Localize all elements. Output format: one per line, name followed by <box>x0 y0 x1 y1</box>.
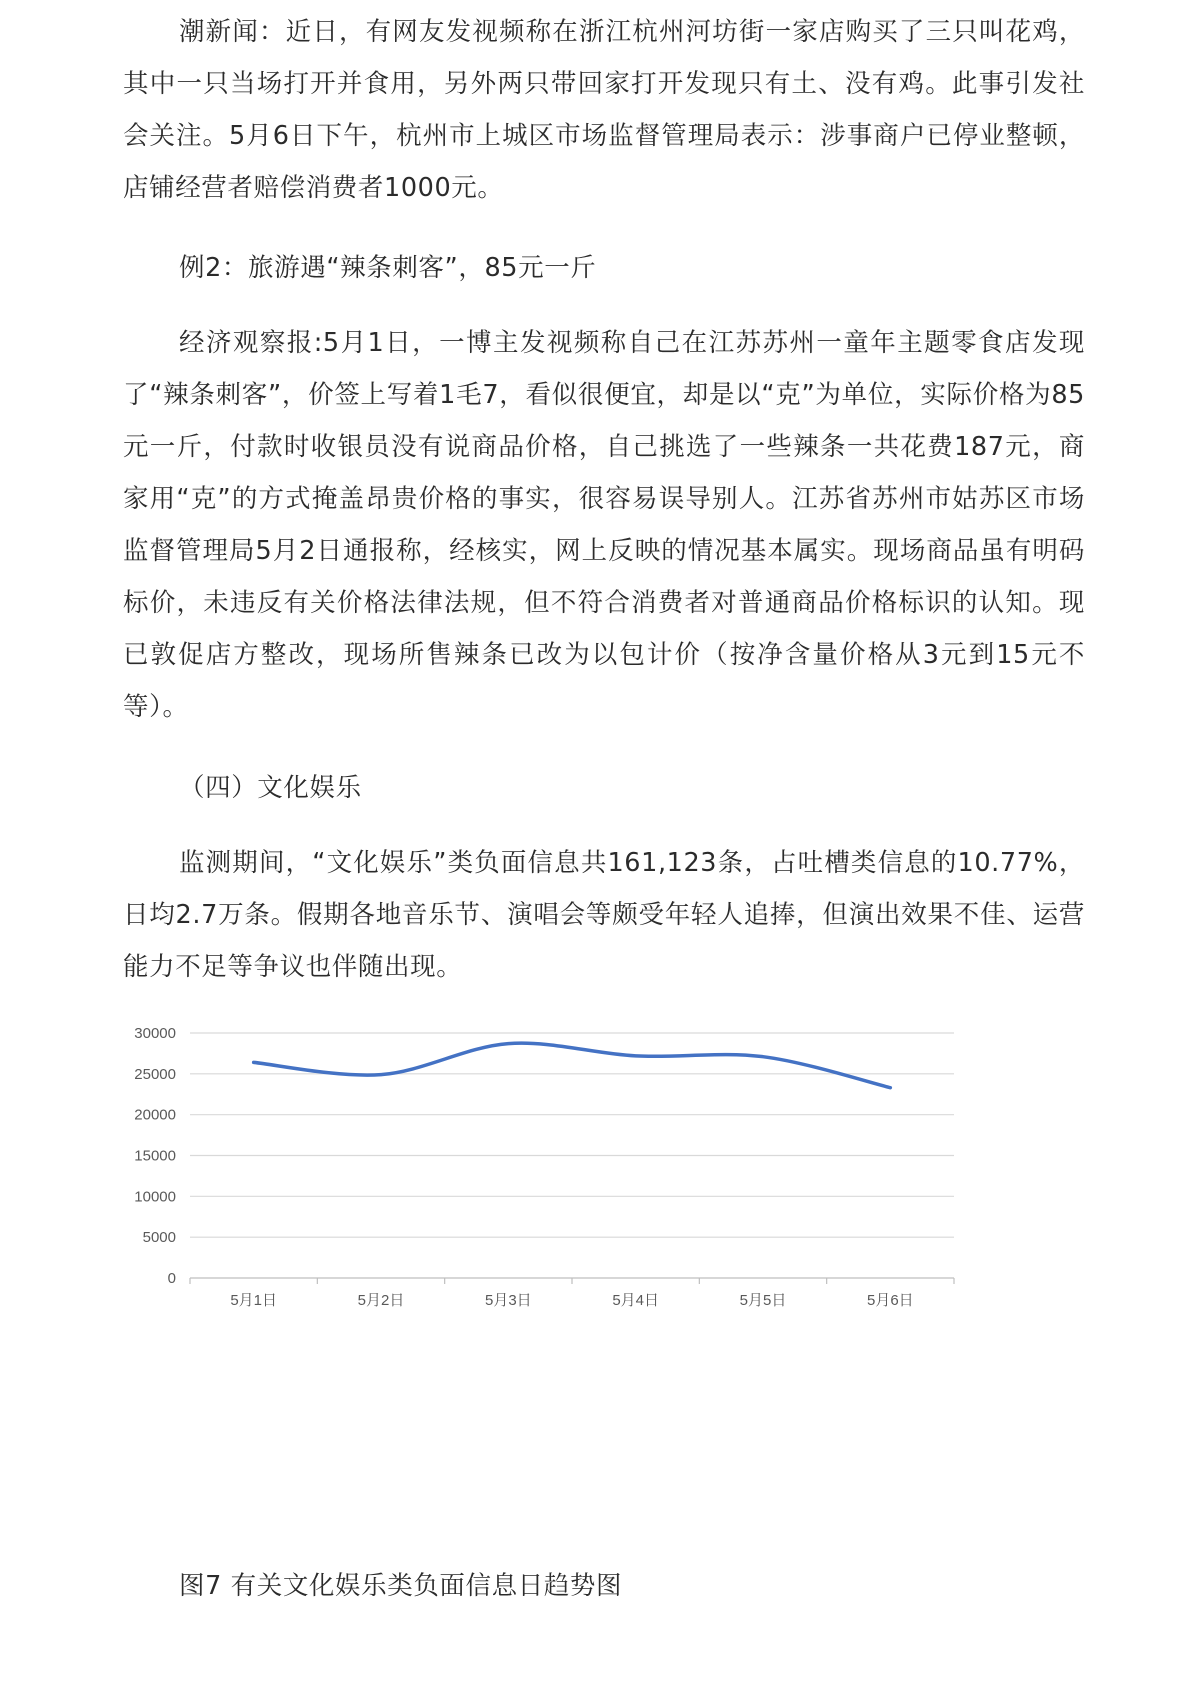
case1-paragraph: 潮新闻：近日，有网友发视频称在浙江杭州河坊街一家店购买了三只叫花鸡，其中一只当场打开并食用，另外两只带回家打开发现只有土、没有鸡。此事引发社会关注。5月6日下午，杭州市上城区市场监督管理局表示：涉事商户已停业整顿，店铺经营者赔偿消费者1000元。 <box>123 17 1085 203</box>
series-lines <box>254 1043 891 1088</box>
y-tick-label: 30000 <box>134 1025 176 1042</box>
y-tick-label: 15000 <box>134 1147 176 1165</box>
section-heading: （四）文化娱乐 <box>179 773 362 803</box>
y-tick-label: 5000 <box>142 1229 176 1247</box>
y-tick-label: 0 <box>167 1270 176 1287</box>
y-tick-label: 25000 <box>134 1065 176 1083</box>
y-tick-label: 20000 <box>134 1106 176 1124</box>
x-axis <box>190 1278 954 1284</box>
x-axis-ticks <box>230 1292 913 1309</box>
case2-title: 例2：旅游遇“辣条刺客”，85元一斤 <box>179 253 597 283</box>
x-tick-label: 5月6日 <box>866 1292 914 1309</box>
daily-trend-line-chart <box>110 1005 990 1440</box>
x-tick-label: 5月1日 <box>230 1292 278 1309</box>
y-tick-label: 10000 <box>134 1188 176 1206</box>
case2-paragraph: 经济观察报:5月1日，一博主发视频称自己在江苏苏州一童年主题零食店发现了“辣条刺客”，价签上写着1毛7，看似很便宜，却是以“克”为单位，实际价格为85元一斤，付款时收银员没有说商品价格，自己挑选了一些辣条一共花费187元，商家用“克”的方式掩盖昂贵价格的事实，很容易误导别人。江苏省苏州市姑苏区市场监督管理局5月2日通报称，经核实，网上反映的情况基本属实。现场商品虽有明码标价，未违反有关价格法律法规，但不符合消费者对普通商品价格标识的认知。现已敦促店方整改，现场所售辣条已改为以包计价（按净含量价格从3元到15元不等）。 <box>123 328 1085 722</box>
x-tick-label: 5月2日 <box>357 1292 405 1309</box>
section-paragraph: 监测期间，“文化娱乐”类负面信息共161,123条，占吐槽类信息的10.77%，日均2.7万条。假期各地音乐节、演唱会等颇受年轻人追捧，但演出效果不佳、运营能力不足等争议也伴随出现。 <box>123 848 1085 982</box>
series-line <box>254 1043 891 1088</box>
y-axis-ticks <box>134 1025 176 1287</box>
x-tick-label: 5月4日 <box>612 1292 660 1309</box>
chart-gridlines <box>190 1033 954 1237</box>
x-tick-label: 5月3日 <box>484 1292 532 1309</box>
x-tick-label: 5月5日 <box>739 1292 787 1309</box>
figure-caption: 图7 有关文化娱乐类负面信息日趋势图 <box>179 1571 623 1601</box>
